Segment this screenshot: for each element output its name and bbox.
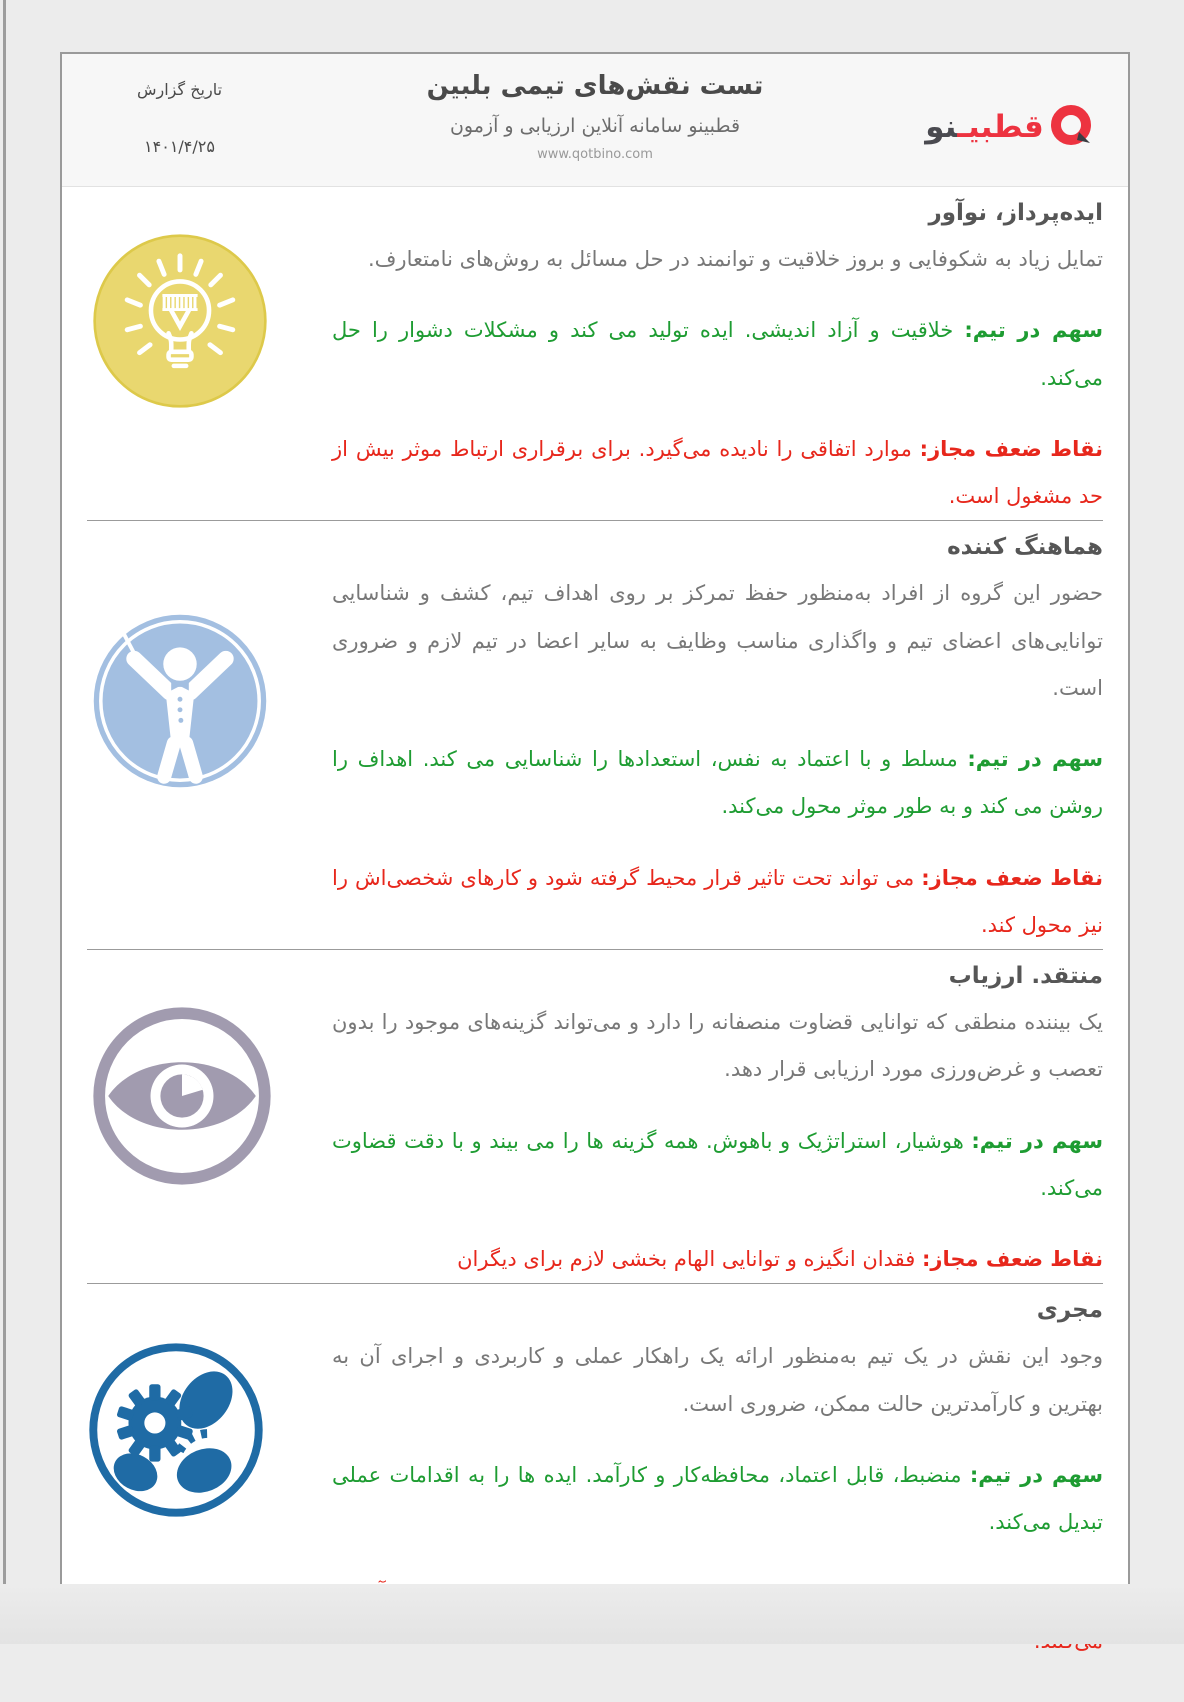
role-title: مجری [1036, 1297, 1103, 1324]
contribution-label: سهم در تیم: [969, 1462, 1103, 1487]
weakness-label: نقاط ضعف مجاز: [922, 1247, 1103, 1271]
gears-icon [88, 1342, 264, 1518]
report-page [60, 52, 1130, 1653]
qotbino-logo [925, 104, 1096, 150]
contribution-text: خلاقیت و آزاد اندیشی. ایده تولید می کند و مشکلات دشوار را حل می‌کند. [332, 318, 1103, 390]
role-contribution [332, 736, 1103, 831]
section-coordinator [62, 521, 1128, 949]
contribution-text: منضبط، قابل اعتماد، محافظه‌کار و کارآمد. ایده ها را به اقدامات عملی تبدیل می‌کند. [332, 1462, 1103, 1534]
role-weakness [332, 1236, 1103, 1283]
section-plant [62, 187, 1128, 520]
weakness-text: می تواند تحت تاثیر قرار محیط گرفته شود و کارهای شخصی‌اش را نیز محول کند. [332, 865, 1103, 937]
weakness-label: نقاط ضعف مجاز: [921, 865, 1103, 890]
role-weakness [332, 426, 1103, 521]
contribution-label: سهم در تیم: [964, 318, 1103, 343]
role-contribution [332, 1118, 1103, 1213]
logo-area [893, 54, 1128, 186]
role-weakness [332, 855, 1103, 950]
role-weakness [332, 1570, 1103, 1665]
role-description: یک بیننده منطقی که توانایی قضاوت منصفانه را دارد و می‌تواند گزینه‌های موجود را بدون تعصب و غرض‌ورزی مورد ارزیابی قرار دهد. [332, 1010, 1103, 1082]
role-contribution [332, 1452, 1103, 1547]
role-contribution [332, 307, 1103, 402]
page-title: تست نقش‌های تیمی بلبین [426, 71, 764, 101]
report-date-value: ۱۴۰۱/۴/۲۵ [144, 137, 215, 156]
logo-wordmark: قطبيـنو [925, 109, 1044, 145]
window-edge-line [3, 0, 6, 1644]
weakness-text: تا حدودی غیر قابل انعطاف، در پاسخ به درخواست‌های جدید آهسته می‌کنند. [332, 1581, 1103, 1653]
website-url: www.qotbino.com [537, 147, 653, 162]
section-evaluator [62, 950, 1128, 1283]
header-title-block [297, 54, 893, 186]
report-date-block [62, 54, 297, 186]
contribution-label: سهم در تیم: [971, 1128, 1103, 1153]
role-title: ایده‌پرداز، نوآور [928, 200, 1103, 226]
weakness-text: فقدان انگیزه و توانایی الهام بخشی لازم برای دیگران [457, 1247, 916, 1271]
section-implementer [62, 1284, 1128, 1702]
weakness-text: موارد اتفاقی را نادیده می‌گیرد. برای برقراری ارتباط موثر بیش از حد مشغول است. [332, 436, 1103, 508]
contribution-text: مسلط و با اعتماد به نفس، استعدادها را شناسایی می کند. اهداف را روشن می کند و به طور موثر محول می‌کند. [332, 747, 1103, 819]
role-description: وجود این نقش در یک تیم به‌منظور ارائه یک راهکار عملی و کاربردی و اجرای آن به بهترین و کارآمدترین حالت ممکن، ضروری است. [332, 1344, 1103, 1416]
weakness-label: نقاط ضعف مجاز: [919, 436, 1103, 461]
role-description: حضور این گروه از افراد به‌منظور حفظ تمرکز بر روی اهداف تیم، کشف و شناسایی توانایی‌های اعضای تیم و واگذاری مناسب وظایف به سایر اعضا در تیم لازم و ضروری است. [332, 581, 1103, 700]
report-date-label: تاریخ گزارش [136, 80, 223, 99]
qotbino-q-icon [1050, 104, 1096, 150]
contribution-label: سهم در تیم: [967, 747, 1103, 771]
contribution-text: هوشیار، استراتژیک و باهوش. همه گزینه ها را می بیند و با دقت قضاوت می‌کند. [332, 1128, 1103, 1200]
eye-icon [92, 1006, 272, 1186]
page-subtitle: قطبینو سامانه آنلاین ارزیابی و آزمون [449, 115, 741, 137]
role-description: تمایل زیاد به شکوفایی و بروز خلاقیت و توانمند در حل مسائل به روش‌های نامتعارف. [367, 247, 1103, 271]
conductor-icon [92, 613, 268, 789]
role-title: منتقد. ارزیاب [948, 963, 1103, 989]
lightbulb-icon [92, 233, 268, 409]
role-title: هماهنگ کننده [947, 534, 1103, 561]
report-header [62, 54, 1128, 187]
weakness-label: نقاط ضعف مجاز: [920, 1581, 1103, 1606]
